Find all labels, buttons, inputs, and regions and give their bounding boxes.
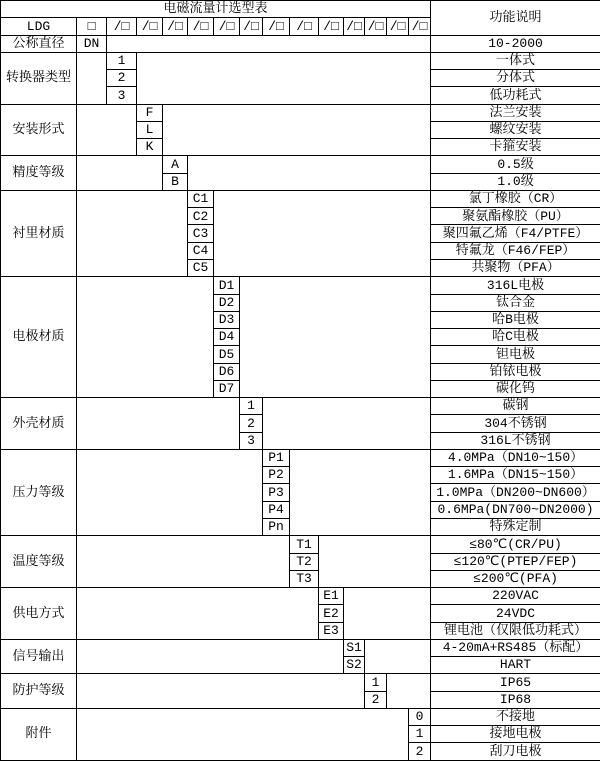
- model-slot: /□: [214, 18, 240, 35]
- function-column-header: 功能说明: [431, 1, 600, 36]
- model-slot: /□: [137, 18, 163, 35]
- empty-cell: [77, 449, 263, 535]
- empty-cell: [77, 277, 214, 398]
- option-desc: 0.6MPa(DN700~DN2000): [431, 501, 600, 518]
- option-desc: 氯丁橡胶（CR）: [431, 190, 600, 207]
- option-desc: 24VDC: [431, 605, 600, 622]
- option-desc: 碳化钨: [431, 380, 600, 397]
- model-slot: /□: [387, 18, 409, 35]
- option-code: C3: [188, 225, 214, 242]
- option-code: T2: [290, 553, 319, 570]
- option-code: E1: [319, 588, 344, 605]
- empty-cell: [77, 104, 137, 156]
- empty-cell: [263, 398, 431, 450]
- option-code: D1: [214, 277, 240, 294]
- empty-cell: [107, 35, 431, 52]
- empty-cell: [77, 639, 344, 674]
- empty-cell: [290, 449, 431, 535]
- option-desc: ≤120℃(PTEP/FEP): [431, 553, 600, 570]
- option-code: 1: [409, 726, 431, 743]
- option-desc: 1.6MPa（DN15~150）: [431, 467, 600, 484]
- option-desc: 220VAC: [431, 588, 600, 605]
- option-desc: 4.0MPa（DN10~150）: [431, 449, 600, 466]
- category-label: 信号输出: [1, 639, 77, 674]
- option-desc: 哈C电极: [431, 329, 600, 346]
- option-code: C5: [188, 259, 214, 276]
- option-desc: 一体式: [431, 52, 600, 69]
- empty-cell: [163, 104, 431, 156]
- option-desc: 10-2000: [431, 35, 600, 52]
- empty-cell: [319, 536, 431, 588]
- category-label: 外壳材质: [1, 398, 77, 450]
- option-code: D5: [214, 346, 240, 363]
- model-slot: /□: [365, 18, 387, 35]
- model-slot: /□: [263, 18, 290, 35]
- table-title: 电磁流量计选型表: [1, 1, 431, 18]
- option-desc: 法兰安装: [431, 104, 600, 121]
- option-desc: 不接地: [431, 708, 600, 725]
- option-desc: 1.0级: [431, 173, 600, 190]
- empty-cell: [214, 190, 431, 276]
- model-slot: /□: [163, 18, 188, 35]
- option-desc: 聚四氟乙烯（F4/PTFE）: [431, 225, 600, 242]
- empty-cell: [240, 277, 431, 398]
- option-desc: 共聚物（PFA）: [431, 259, 600, 276]
- option-code: D6: [214, 363, 240, 380]
- category-label: 电极材质: [1, 277, 77, 398]
- option-code: B: [163, 173, 188, 190]
- model-slot: /□: [344, 18, 365, 35]
- option-code: 2: [107, 70, 137, 87]
- option-code: A: [163, 156, 188, 173]
- option-code: C2: [188, 208, 214, 225]
- option-code: Pn: [263, 518, 290, 535]
- empty-cell: [77, 398, 240, 450]
- option-code: 1: [365, 674, 387, 691]
- option-desc: 0.5级: [431, 156, 600, 173]
- category-label: 公称直径: [1, 35, 77, 52]
- option-code: L: [137, 121, 163, 138]
- option-desc: 锂电池（仅限低功耗式）: [431, 622, 600, 639]
- option-code: C4: [188, 242, 214, 259]
- category-label: 防护等级: [1, 674, 77, 709]
- option-code: 2: [240, 415, 263, 432]
- option-code: D4: [214, 329, 240, 346]
- option-code: T1: [290, 536, 319, 553]
- option-desc: ≤80℃(CR/PU): [431, 536, 600, 553]
- model-slot: /□: [290, 18, 319, 35]
- category-label: 供电方式: [1, 588, 77, 640]
- option-desc: 低功耗式: [431, 87, 600, 104]
- option-code: P1: [263, 449, 290, 466]
- option-code: DN: [77, 35, 107, 52]
- option-code: 3: [240, 432, 263, 449]
- option-code: E2: [319, 605, 344, 622]
- option-desc: 聚氨酯橡胶（PU）: [431, 208, 600, 225]
- option-code: D7: [214, 380, 240, 397]
- option-desc: 钛合金: [431, 294, 600, 311]
- option-desc: 钽电极: [431, 346, 600, 363]
- option-desc: 4-20mA+RS485（标配）: [431, 639, 600, 656]
- option-desc: ≤200℃(PFA): [431, 570, 600, 587]
- model-slot: /□: [319, 18, 344, 35]
- empty-cell: [77, 588, 319, 640]
- option-desc: IP68: [431, 691, 600, 708]
- model-size-box: □: [77, 18, 107, 35]
- option-desc: 刮刀电极: [431, 743, 600, 760]
- option-desc: 304不锈钢: [431, 415, 600, 432]
- option-code: P2: [263, 467, 290, 484]
- empty-cell: [344, 588, 431, 640]
- option-code: P4: [263, 501, 290, 518]
- model-prefix: LDG: [1, 18, 77, 35]
- option-desc: 碳钢: [431, 398, 600, 415]
- option-code: D3: [214, 311, 240, 328]
- option-desc: 特氟龙（F46/FEP）: [431, 242, 600, 259]
- option-desc: IP65: [431, 674, 600, 691]
- empty-cell: [77, 52, 107, 104]
- option-code: 3: [107, 87, 137, 104]
- option-code: 1: [107, 52, 137, 69]
- option-desc: 哈B电极: [431, 311, 600, 328]
- option-desc: 螺纹安装: [431, 121, 600, 138]
- option-desc: 分体式: [431, 70, 600, 87]
- option-code: P3: [263, 484, 290, 501]
- option-desc: 卡箍安装: [431, 139, 600, 156]
- option-code: F: [137, 104, 163, 121]
- empty-cell: [137, 52, 431, 104]
- model-slot: /□: [107, 18, 137, 35]
- option-desc: 1.0MPa（DN200~DN600）: [431, 484, 600, 501]
- category-label: 温度等级: [1, 536, 77, 588]
- option-desc: 316L电极: [431, 277, 600, 294]
- option-code: D2: [214, 294, 240, 311]
- option-code: 0: [409, 708, 431, 725]
- empty-cell: [387, 674, 431, 709]
- category-label: 附件: [1, 708, 77, 760]
- model-slot: /□: [240, 18, 263, 35]
- option-code: K: [137, 139, 163, 156]
- option-code: C1: [188, 190, 214, 207]
- empty-cell: [77, 156, 163, 191]
- option-desc: 铂铱电极: [431, 363, 600, 380]
- model-slot: /□: [188, 18, 214, 35]
- empty-cell: [77, 536, 290, 588]
- category-label: 精度等级: [1, 156, 77, 191]
- option-code: E3: [319, 622, 344, 639]
- category-label: 安装形式: [1, 104, 77, 156]
- option-desc: 316L不锈钢: [431, 432, 600, 449]
- category-label: 压力等级: [1, 449, 77, 535]
- option-code: S1: [344, 639, 365, 656]
- empty-cell: [365, 639, 431, 674]
- category-label: 衬里材质: [1, 190, 77, 276]
- option-code: S2: [344, 657, 365, 674]
- option-desc: 特殊定制: [431, 518, 600, 535]
- option-desc: HART: [431, 657, 600, 674]
- empty-cell: [188, 156, 431, 191]
- option-code: 2: [365, 691, 387, 708]
- model-slot: /□: [409, 18, 431, 35]
- category-label: 转换器类型: [1, 52, 77, 104]
- empty-cell: [77, 708, 409, 760]
- option-code: 1: [240, 398, 263, 415]
- option-code: 2: [409, 743, 431, 760]
- option-desc: 接地电极: [431, 726, 600, 743]
- empty-cell: [77, 674, 365, 709]
- option-code: T3: [290, 570, 319, 587]
- empty-cell: [77, 190, 188, 276]
